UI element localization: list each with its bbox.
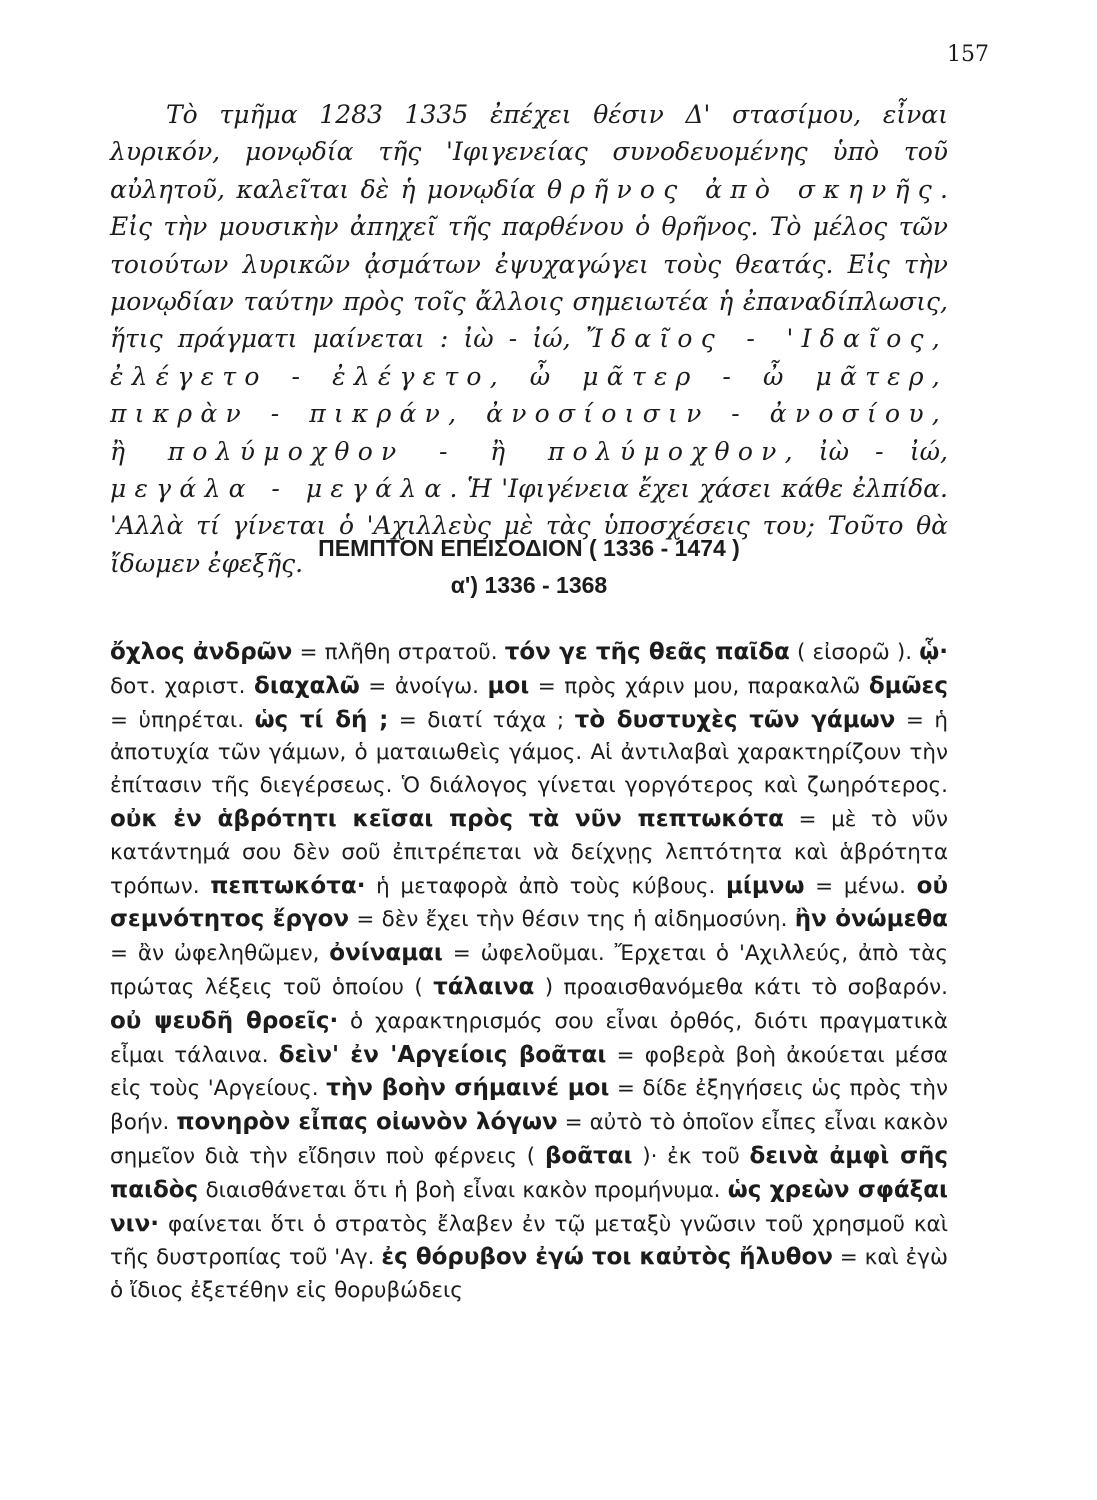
intro-spaced-1: θρῆνος ἀπὸ σκηνῆς: [546, 174, 941, 204]
note-term: μίμνω: [726, 872, 805, 899]
intro-spaced-3: μεγάλα - μεγάλα: [110, 474, 450, 504]
note-gloss: = πρὸς χάριν μου, παρακαλῶ: [529, 673, 869, 699]
note-gloss: δοτ. χαριστ.: [110, 673, 255, 699]
note-term: οὐ σεμνότητος ἔργον: [110, 872, 949, 933]
note-gloss: = καὶ ἐγὼ ὁ ἴδιος ἐξετέθην εἰς θορυβώδεις: [110, 1245, 948, 1304]
note-term: πεπτωκότα·: [210, 872, 366, 899]
note-gloss: ἡ μεταφορὰ ἀπὸ τοὺς κύβους.: [365, 873, 726, 899]
intro-text-4: . Ἡ 'Ιφιγένεια ἔχει χάσει κάθε ἐλπίδα. 'Αλλὰ τί γίνεται ὁ 'Αχιλλεὺς μὲ τὰς ὑποσχέσεις του; Τοῦτο θὰ ἴδωμεν ἐφεξῆς.: [110, 474, 948, 578]
note-term: μοι: [487, 672, 530, 699]
note-gloss: = δὲν ἔχει τὴν θέσιν της ἡ αἰδημοσύνη.: [349, 907, 795, 933]
intro-paragraph: [110, 96, 948, 582]
note-gloss: )· ἐκ τοῦ: [632, 1143, 750, 1169]
note-gloss: = αὐτὸ τὸ ὁποῖον εἶπες εἶναι κακὸν σημεῖον διὰ τὴν εἴδησιν ποὺ φέρνεις (: [110, 1110, 948, 1169]
intro-spaced-2: Ἴδαῖος - 'Ιδαῖος, ἐλέγετο - ἐλέγετο, ὦ μᾶτερ - ὦ μᾶτερ, πικρὰν - πικράν, ἀνοσίοισιν - ἀνοσίου, ἢ πολύμοχθον - ἢ πολύμοχθον: [110, 324, 948, 466]
note-gloss: = φοβερὰ βοὴ ἀκούεται μέσα εἰς τοὺς 'Αργείους.: [110, 1042, 948, 1102]
note-term: ὄχλος ἀνδρῶν: [110, 639, 293, 665]
note-gloss: = πλῆθη στρατοῦ.: [292, 640, 505, 665]
note-term: οὐ ψευδῆ θροεῖς·: [110, 1007, 339, 1034]
note-term: βοᾶται: [544, 1142, 633, 1169]
note-gloss: ( εἰσορῶ ).: [789, 640, 920, 665]
note-gloss: = ἡ ἀποτυχία τῶν γάμων, ὁ ματαιωθεὶς γάμος. Αἱ ἀντιλαβαὶ χαρακτηρίζουν τὴν ἐπίτασιν τῆς διεγέρσεως. Ὁ διάλογος γίνεται γοργότερος καὶ ζωηρότερος.: [110, 707, 948, 799]
note-gloss: = ἂν ὠφεληθῶμεν,: [110, 941, 330, 967]
note-gloss: = ὑπηρέται.: [110, 707, 255, 733]
note-gloss: = ὠφελοῦμαι. Ἔρχεται ὁ 'Αχιλλεύς, ἀπὸ τὰς πρώτας λέξεις τοῦ ὁποίου (: [110, 941, 948, 1000]
note-gloss: φαίνεται ὅτι ὁ στρατὸς ἔλαβεν ἐν τῷ μεταξὺ γνῶσιν τοῦ χρησμοῦ καὶ τῆς δυστροπίας τοῦ 'Αγ.: [110, 1211, 948, 1271]
note-gloss: διαισθάνεται ὅτι ἡ βοὴ εἶναι κακὸν προμήνυμα.: [198, 1177, 728, 1203]
note-term: ἐς θόρυβον ἐγώ τοι καὐτὸς ἤλυθον: [381, 1244, 833, 1271]
intro-text-3: , ἰὼ - ἰώ,: [784, 436, 948, 466]
commentary-notes: [110, 636, 948, 1308]
note-term: ὀνίναμαι: [329, 940, 443, 967]
note-gloss: = δίδε ἐξηγήσεις ὡς πρὸς τὴν βοήν.: [110, 1076, 948, 1136]
note-term: δμῶες: [868, 672, 948, 699]
page-number: 157: [947, 42, 989, 67]
note-term: τὴν βοὴν σήμαινέ μοι: [326, 1075, 610, 1102]
note-term: δεινὰ ἀμφὶ σῆς παιδὸς: [110, 1142, 948, 1203]
note-term: τάλαινα: [433, 973, 535, 1000]
note-gloss: = μένω.: [804, 873, 917, 899]
note-term: ᾧ·: [919, 639, 948, 665]
note-term: τὸ δυστυχὲς τῶν γάμων: [574, 706, 896, 733]
notes-paragraph: [110, 636, 948, 1308]
intro-text-2: . Εἰς τὴν μουσικὴν ἀπηχεῖ τῆς παρθένου ὁ θρῆνος. Τὸ μέλος τῶν τοιούτων λυρικῶν ᾀσμάτων ἐψυχαγώγει τοὺς θεατάς. Εἰς τὴν μονῳδίαν ταύτην πρὸς τοῖς ἄλλοις σημειωτέα ἡ ἐπαναδίπλωσις, ἥτις πράγματι μαίνεται : ἰὼ - ἰώ,: [110, 174, 948, 354]
note-term: ὡς τί δή ;: [254, 706, 389, 733]
note-gloss: = διατί τάχα ;: [388, 707, 575, 733]
note-term: τόν γε τῆς θεᾶς παῖδα: [504, 639, 790, 665]
note-term: δεὶν' ἐν 'Αργείοις βοᾶται: [278, 1041, 607, 1068]
section-subheading: α') 1336 - 1368: [450, 572, 608, 598]
note-term: ἢν ὀνώμεθα: [794, 906, 948, 933]
note-term: ὡς χρεὼν σφάξαι νιν·: [110, 1176, 948, 1237]
note-gloss: = μὲ τὸ νῦν κατάντημά σου δὲν σοῦ ἐπιτρέπεται νὰ δείχνῃς λεπτότητα καὶ ἁβρότητα τρόπων.: [110, 806, 948, 899]
note-term: πονηρὸν εἶπας οἰωνὸν λόγων: [176, 1109, 558, 1136]
note-term: διαχαλῶ: [254, 672, 360, 699]
note-gloss: ) προαισθανόμεθα κάτι τὸ σοβαρόν.: [534, 974, 948, 1000]
section-heading: ΠΕΜΠΤΟΝ ΕΠΕΙΣΟΔΙΟΝ ( 1336 - 1474 ): [318, 535, 740, 561]
note-gloss: ὁ χαρακτηρισμός σου εἶναι ὀρθός, διότι πραγματικὰ εἶμαι τάλαινα.: [110, 1008, 948, 1068]
note-gloss: = ἀνοίγω.: [359, 673, 488, 699]
intro-text-1: Τὸ τμῆμα 1283 1335 ἐπέχει θέσιν Δ' στασίμου, εἶναι λυρικόν, μονῳδία τῆς 'Ιφιγενείας συνοδευομένης ὑπὸ τοῦ αὐλητοῦ, καλεῖται δὲ ἡ μονῳδία: [110, 100, 948, 204]
note-term: οὐκ ἐν ἁβρότητι κεῖσαι πρὸς τὰ νῦν πεπτωκότα: [110, 805, 784, 832]
